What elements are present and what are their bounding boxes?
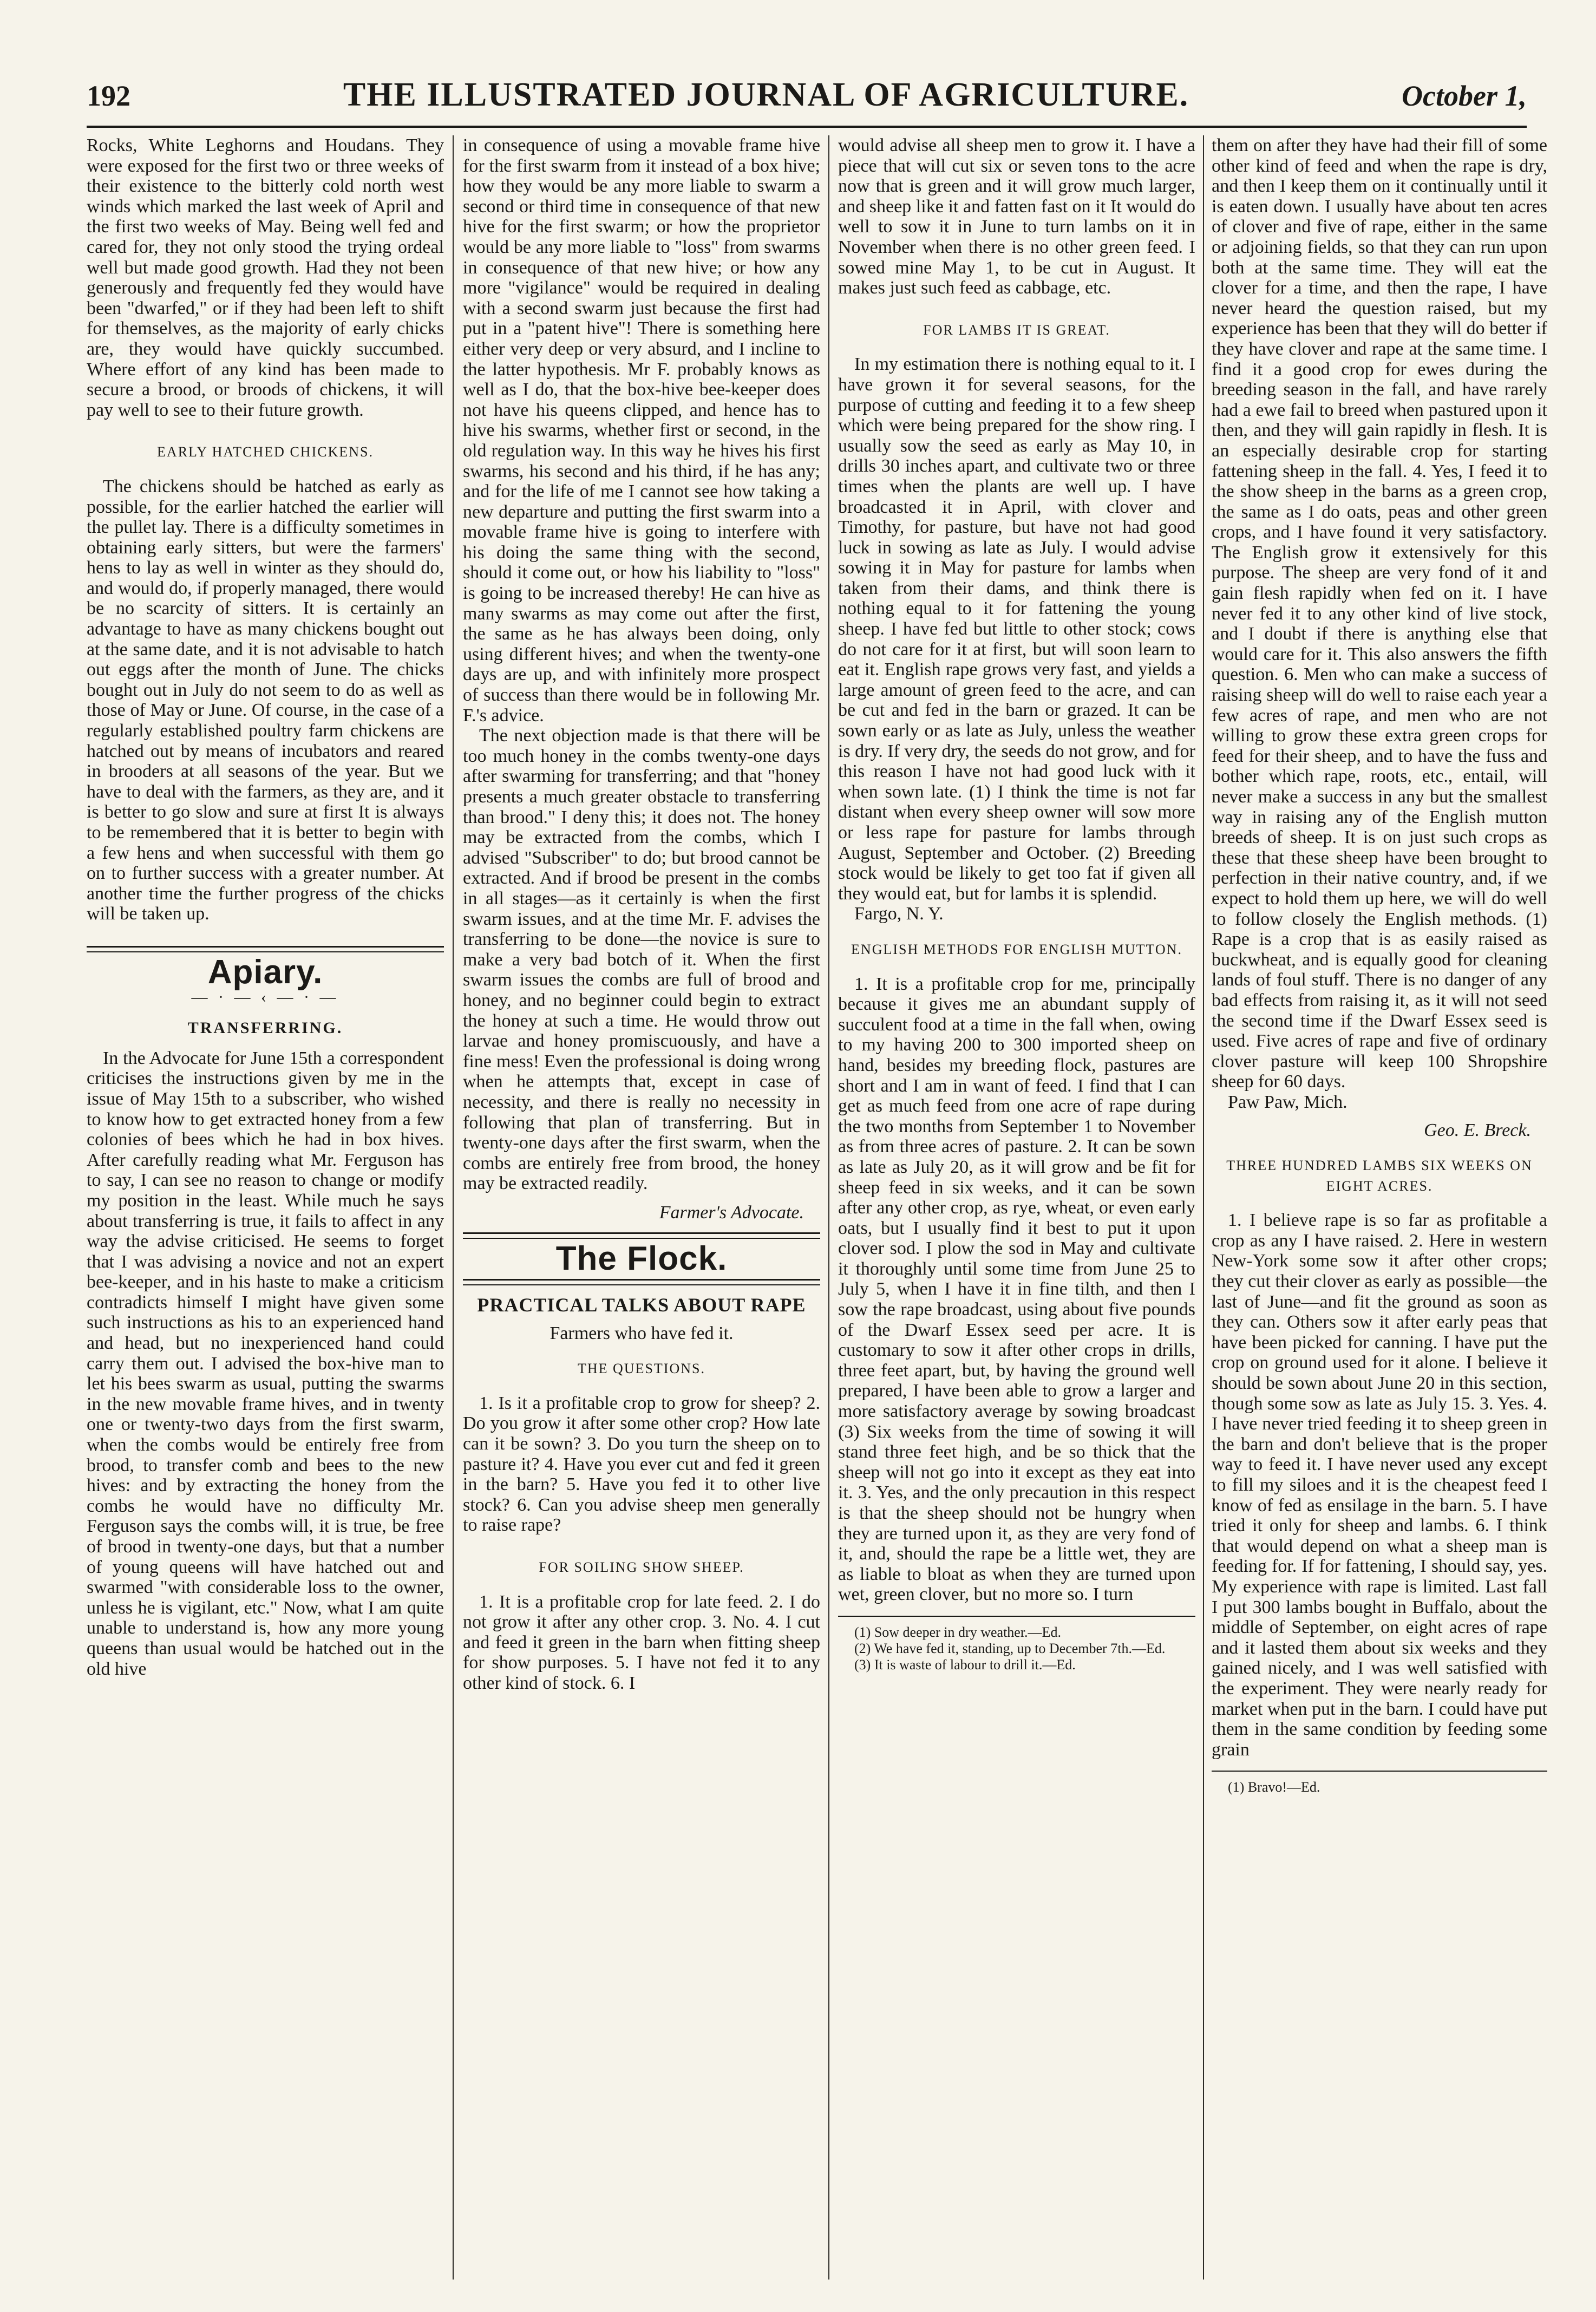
header-rule bbox=[87, 126, 1527, 128]
footnote: (1) Sow deeper in dry weather.—Ed. bbox=[854, 1624, 1061, 1640]
section-divider bbox=[463, 1279, 820, 1285]
subhead-transferring: TRANSFERRING. bbox=[187, 1019, 343, 1037]
lambs-paragraph: In my estimation there is nothing equal to it. I have grown it for several seasons, for the purpose of cutting and feeding it to a few sheep which were being prepared for the show ring. I usually sow the seed as early as May 10, in drills 30 inches apart, and cultivate two or three times when the plants are well up. I have broadcasted it in April, with clover and Timothy, for pasture, but have not had good luck in sowing as late as July. I would advise sowing it in May for pasture for lambs when taken from their dams, and think there is nothing equal to it for fattening the young sheep. I have fed but little to other stock; cows do not care for it at first, but will soon learn to eat it. English rape grows very fast, and yields a large amount of green feed to the acre, and can be cut and fed in the barn or grazed. It can be sown early or as late as July, unless the weather is dry. If very dry, the seeds do not grow, and for this reason I have not had good luck with it when sown late. (1) I think the time is not far distant when every sheep owner will sow more or less rape for pasture for lambs through August, September and October. (2) Breeding stock would be likely to get too fat if given all they would eat, but for lambs it is splendid. bbox=[838, 354, 1195, 904]
column-3 bbox=[838, 135, 1195, 2280]
section-divider bbox=[463, 1232, 820, 1239]
ornament: — · — ‹ — · — bbox=[191, 988, 339, 1006]
source-credit: Farmer's Advocate. bbox=[659, 1202, 804, 1223]
article-title-rape: PRACTICAL TALKS ABOUT RAPE bbox=[477, 1294, 806, 1316]
column-4 bbox=[1212, 135, 1547, 2280]
section-title-flock: The Flock. bbox=[555, 1240, 728, 1278]
apiary-objection-paragraph: The next objection made is that there will be too much honey in the combs twenty-one days after swarming for transferring; and that "honey presents a much greater obstacle to transferring than brood." I deny this; it does not. The honey may be extracted from the combs, which I advised "Subscriber" to do; but brood cannot be extracted. And if brood be present in the combs in all stages—as it certainly is when the first swarm issues, and at the time Mr. F. advises the transferring to be done—the novice is sure to make a very bad botch of it. When the first swarm issues the combs are full of brood and honey, and no beginner could begin to extract the honey at such a time. He would throw out larvae and honey promiscuously, and have a fine mess! Even the professional is doing wrong when he attempts that, except in case of necessity, and there is really no necessity in following that plan of transferring. But in twenty-one days after the first swarm, when the combs are entirely free from brood, the honey may be extracted readily. bbox=[463, 726, 820, 1194]
column-rule bbox=[1203, 135, 1204, 2280]
subhead-english-methods: ENGLISH METHODS FOR ENGLISH MUTTON. bbox=[851, 941, 1182, 957]
section-title-apiary: Apiary. bbox=[207, 953, 323, 991]
page-header bbox=[87, 76, 1527, 119]
english-methods-continued-paragraph: them on after they have had their fill of some other kind of feed and when the rape is dry, and then I keep them on it continually until it is eaten down. I usually have about ten acres of clover and five of rape, either in the same or adjoining fields, so that they can run upon both at the same time. They will eat the clover for a time, and then the rape, I have never heard the question raised, but my experience has been that they will do better if they have clover and rape at the same time. I find it a good crop for ewes during the breeding season in the fall, and have rarely had a ewe fail to breed when pastured upon it then, and they will gain rapidly in flesh. It is an especially desirable crop for starting fattening sheep in the fall. 4. Yes, I feed it to the show sheep in the barns as a green crop, the same as I do oats, peas and other green crops, and I have found it very satisfactory. The English grow it extensively for this purpose. The sheep are very fond of it and gain flesh rapidly when fed on it. I have never fed it to any other kind of live stock, and I doubt if there is anything else that would care for it. This also answers the fifth question. 6. Men who can make a success of raising sheep will do well to raise each year a few acres of rape, and men who are not willing to grow these extra green crops for feed for their sheep, and to have the fuss and bother which rape, roots, etc., entail, will never make a success in any but the smallest way in raising any of the English mutton breeds of sheep. It is on just such crops as these that these sheep have been brought to perfection in their native country, and, if we expect to hold them up here, we will do well to follow closely the English methods. (1) Rape is a crop that is as easily raised as buckwheat, and is equally good for cleaning lands of foul stuff. There is no danger of any bad effects from raising it, as it will not seed the second time if the Dwarf Essex seed is used. Five acres of rape and five of ordinary clover pasture will keep 100 Shropshire sheep for 60 days. bbox=[1212, 135, 1547, 1092]
subhead-early-hatched-chickens: EARLY HATCHED CHICKENS. bbox=[157, 444, 374, 460]
apiary-continued-paragraph: in consequence of using a movable frame hive for the first swarm from it instead of a box hive; how they would be any more liable to swarm a second or third time in consequence of that new hive for the first swarm; or how the proprietor would be any more liable to "loss" from swarms in consequence of that new hive; or how any more "vigilance" would be required in dealing with a second swarm just because the first had put in a "patent hive"! There is something here either very deep or very absurd, and I incline to the latter hypothesis. Mr F. probably knows as well as I do, that the box-hive bee-keeper does not have his queens clipped, and hence has to hive his swarms, whether first or second, in the old regulation way. In this way he hives his first swarms, his second and his third, if he has any; and for the life of me I cannot see how taking a new departure and putting the first swarm into a movable frame hive is going to interfere with his doing the same thing with the second, should it come out, or how his liability to "loss" is going to be increased thereby! He can hive as many swarms as may come out after the first, the same as he has always been doing, only using different hives; and when the twenty-one days are up, and with infinitely more prospect of success than there would be in following Mr. F.'s advice. bbox=[463, 135, 820, 726]
early-chickens-paragraph: The chickens should be hatched as early as possible, for the earlier hatched the earlier will the pullet lay. There is a difficulty sometimes in obtaining early sitters, but were the farmers' hens to lay as well in winter as they should do, and would do, if properly managed, there would be no scarcity of sitters. It is certainly an advantage to have as many chickens bought out at the same date, and it is not advisable to hatch out eggs after the month of June. The chicks bought out in July do not seem to do as well as those of May or June. Of course, in the case of a regularly established poultry farm chickens are hatched out by means of incubators and reared in brooders at all seasons of the year. But we have to deal with the farmers, as they are, and it is better to go slow and sure at first It is always to be remembered that it is better to begin with a few hens and when successful with them go on to further success with a greater number. At another time the further progress of the chicks will be taken up. bbox=[87, 476, 444, 924]
footnote: (3) It is waste of labour to drill it.—Ed. bbox=[854, 1656, 1076, 1673]
column-rule bbox=[828, 135, 829, 2280]
subhead-soiling-show-sheep: FOR SOILING SHOW SHEEP. bbox=[539, 1559, 744, 1575]
issue-date: October 1, bbox=[1402, 80, 1527, 112]
subhead-for-lambs: FOR LAMBS IT IS GREAT. bbox=[923, 322, 1110, 338]
soiling-continued-paragraph: would advise all sheep men to grow it. I have a piece that will cut six or seven tons to the acre now that is green and it will grow much larger, and sheep like it and fatten fast on it It would do well to sow it in June to turn lambs on it in November when there is no other green feed. I sowed mine May 1, to be cut in August. It makes just such feed as cabbage, etc. bbox=[838, 135, 1195, 298]
column-1 bbox=[87, 135, 444, 2280]
page-number: 192 bbox=[87, 80, 130, 112]
footnote-rule bbox=[1212, 1771, 1547, 1772]
column-rule bbox=[453, 135, 454, 2280]
subhead-three-hundred-lambs: THREE HUNDRED LAMBS SIX WEEKS ON EIGHT ACRES. bbox=[1226, 1158, 1533, 1194]
section-divider bbox=[87, 946, 444, 952]
article-subtitle: Farmers who have fed it. bbox=[550, 1323, 734, 1343]
transferring-paragraph: In the Advocate for June 15th a correspondent criticises the instructions given by me in the issue of May 15th to a subscriber, who wished to know how to get extracted honey from a few colonies of bees which he had in box hives. After carefully reading what Mr. Ferguson has to say, I can see no reason to change or modify my position in the least. While much he says about transferring is true, it fails to affect in any way the advise criticised. He seems to forget that I was advising a novice and not an expert bee-keeper, and in his haste to make a criticism contradicts himself I might have given some such instructions as his to an experienced hand and head, but no inexperienced hand could carry them out. I advised the box-hive man to let his bees swarm as usual, putting the swarms in the new movable frame hives, and in twenty one or twenty-two days from the first swarm, when the combs would be entirely free from brood, to transfer comb and bees to the new hives: and by extracting the honey from the combs he would have no difficulty Mr. Ferguson says the combs will, it is true, be free of brood in twenty-one days, but that a number of young queens will have hatched out and swarmed "with considerable loss to the owner, unless he is vigilant, etc." Now, what I am quite unable to understand is, how any more young queens than usual would be hatched out in the old hive bbox=[87, 1048, 444, 1679]
three-hundred-lambs-paragraph: 1. I believe rape is so far as profitable a crop as any I have raised. 2. Here in western New-York some sow it after other crops; they cut their clover as early as possible—the last of June—and fit the ground as soon as they can. Others sow it after early peas that have been picked for canning. I have put the crop on ground used for it alone. I believe it should be sown about June 20 in this section, though some sow as late as July 15. 3. Yes. 4. I have never tried feeding it to sheep green in the barn and don't believe that is the proper way to feed it. I have never used any except to fill my siloes and it is the cheapest feed I know of fed as ensilage in the barn. 5. I have tried it only for sheep and lambs. 6. I think that would depend on what a sheep man is feeding for. If for fattening, I should say, yes. My experience with rape is limited. Last fall I put 300 lambs bought in Buffalo, about the middle of September, on eight acres of rape and it lasted them about six weeks and they gained nicely, and I was well satisfied with the experiment. They were nearly ready for market when put in the barn. I could have put them in the same condition by feeding some grain bbox=[1212, 1210, 1547, 1760]
author-signature: Geo. E. Breck. bbox=[1424, 1120, 1531, 1140]
soiling-paragraph: 1. It is a profitable crop for late feed. 2. I do not grow it after any other crop. 3. No. 4. I cut and feed it green in the barn when fitting sheep for show purposes. 5. I have not fed it to any other kind of stock. 6. I bbox=[463, 1591, 820, 1693]
poultry-paragraph: Rocks, White Leghorns and Houdans. They were exposed for the first two or three weeks of their existence to the bitterly cold north west winds which marked the last week of April and the first two weeks of May. Being well fed and cared for, they not only stood the trying ordeal well but made good growth. Had they not been generously and frequently fed they would have been "dwarfed," or if they had been left to shift for themselves, as the majority of early chicks are, they would have quickly succumbed. Where effort of any kind has been made to secure a brood, or broods of chickens, it will pay well to see to their future growth. bbox=[87, 135, 444, 420]
column-2 bbox=[463, 135, 820, 2280]
footnote: (1) Bravo!—Ed. bbox=[1228, 1779, 1320, 1795]
dateline-paw-paw: Paw Paw, Mich. bbox=[1228, 1092, 1348, 1112]
journal-title: THE ILLUSTRATED JOURNAL OF AGRICULTURE. bbox=[343, 76, 1189, 113]
dateline-fargo: Fargo, N. Y. bbox=[854, 904, 944, 924]
footnote-rule bbox=[838, 1616, 1195, 1617]
questions-paragraph: 1. Is it a profitable crop to grow for sheep? 2. Do you grow it after some other crop? How late can it be sown? 3. Do you turn the sheep on to pasture it? 4. Have you ever cut and fed it green in the barn? 5. Have you fed it to other live stock? 6. Can you advise sheep men generally to raise rape? bbox=[463, 1393, 820, 1536]
english-methods-paragraph: 1. It is a profitable crop for me, principally because it gives me an abundant supply of succulent food at a time in the fall when, owing to my having 200 to 300 imported sheep on hand, besides my breeding flock, pastures are short and I am in want of feed. I find that I can get as much feed from one acre of rape during the two months from September 1 to November as from three acres of pasture. 2. It can be sown as late as July 20, as it will grow and be fit for sheep feed in six weeks, and it can be sown after any other crop, as rye, wheat, or even early oats, but I usually find it best to put it upon clover sod. I plow the sod in May and cultivate it thoroughly until some time from June 25 to July 5, when I have it in fine tilth, and then I sow the rape broadcast, using about five pounds of the Dwarf Essex seed per acre. It is customary to sow it after other crops in drills, three feet apart, but, by having the ground well prepared, I have been able to grow a larger and more satisfactory average by sowing broadcast (3) Six weeks from the time of sowing it will stand three feet high, and be so thick that the sheep will not go into it except as they eat into it. 3. Yes, and the only precaution in this respect is that the sheep should not be hungry when they are turned upon it, as they are very fond of it, and, should the rape be a little wet, they are as liable to bloat as when they are turned upon wet, green clover, but no more so. I turn bbox=[838, 974, 1195, 1605]
footnote: (2) We have fed it, standing, up to December 7th.—Ed. bbox=[854, 1640, 1166, 1656]
subhead-questions: THE QUESTIONS. bbox=[578, 1361, 705, 1377]
